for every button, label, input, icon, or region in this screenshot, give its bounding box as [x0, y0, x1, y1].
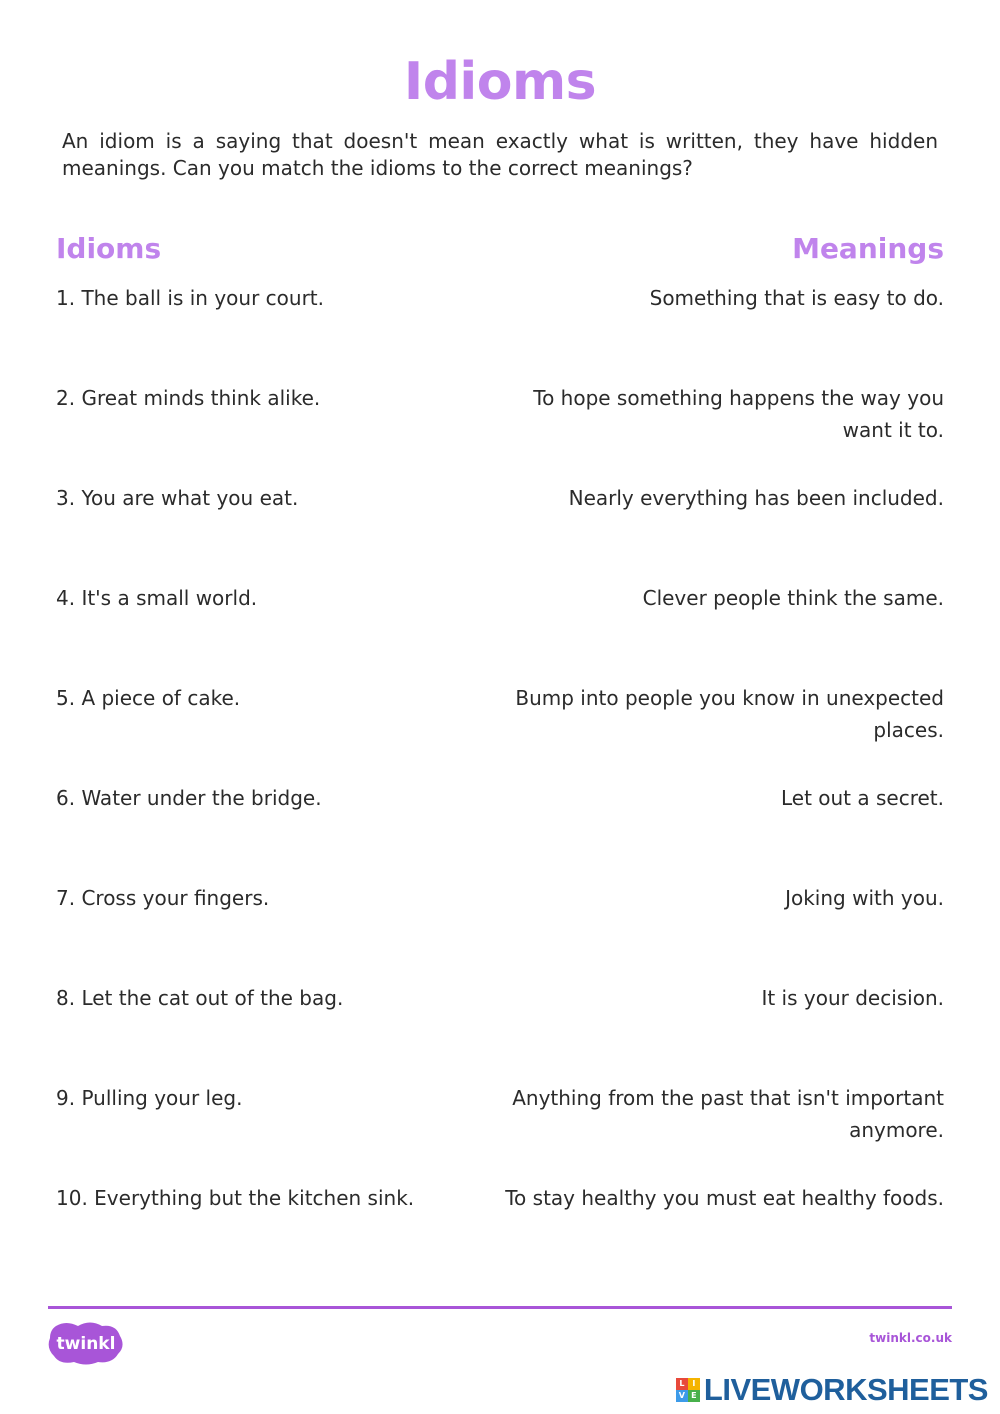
matching-row: [56, 1182, 944, 1282]
idiom-item[interactable]: 3. You are what you eat.: [56, 486, 299, 510]
idioms-column-heading: Idioms: [56, 232, 162, 265]
meaning-item[interactable]: Joking with you.: [785, 886, 944, 910]
meaning-item[interactable]: Bump into people you know in unexpected places.: [515, 686, 944, 742]
meaning-item[interactable]: Anything from the past that isn't important anymore.: [512, 1086, 944, 1142]
idiom-item[interactable]: 5. A piece of cake.: [56, 686, 241, 710]
meaning-item[interactable]: Clever people think the same.: [642, 586, 944, 610]
matching-row: [56, 682, 944, 782]
matching-row: [56, 482, 944, 582]
lw-icon-letter: I: [688, 1378, 700, 1390]
meaning-item[interactable]: To hope something happens the way you want it to.: [533, 386, 944, 442]
matching-list: [56, 282, 944, 1282]
idiom-item[interactable]: 1. The ball is in your court.: [56, 286, 324, 310]
matching-row: [56, 382, 944, 482]
footer-divider: [48, 1306, 952, 1309]
idiom-item[interactable]: 9. Pulling your leg.: [56, 1086, 243, 1110]
idiom-item[interactable]: 6. Water under the bridge.: [56, 786, 322, 810]
lw-icon-letter: L: [676, 1378, 688, 1390]
meaning-item[interactable]: To stay healthy you must eat healthy foods.: [505, 1186, 944, 1210]
page-title: Idioms: [403, 52, 597, 112]
matching-row: [56, 1082, 944, 1182]
idiom-item[interactable]: 4. It's a small world.: [56, 586, 258, 610]
twinkl-logo-text: twinkl: [56, 1334, 116, 1354]
meaning-item[interactable]: It is your decision.: [761, 986, 944, 1010]
idiom-item[interactable]: 8. Let the cat out of the bag.: [56, 986, 344, 1010]
meaning-item[interactable]: Let out a secret.: [780, 786, 944, 810]
idiom-item[interactable]: 10. Everything but the kitchen sink.: [56, 1186, 415, 1210]
footer-site-link[interactable]: twinkl.co.uk: [869, 1331, 952, 1345]
lw-icon-letter: V: [676, 1390, 688, 1402]
liveworksheets-wordmark: LIVEWORKSHEETS: [703, 1372, 988, 1407]
matching-row: [56, 982, 944, 1082]
lw-icon-letter: E: [688, 1390, 700, 1402]
liveworksheets-watermark: [676, 1372, 988, 1408]
matching-row: [56, 882, 944, 982]
liveworksheets-icon: [676, 1378, 700, 1402]
twinkl-logo: [46, 1320, 126, 1366]
intro-text: An idiom is a saying that doesn't mean exactly what is written, they have hidden meanings. Can you match the idioms to the correct meanings?: [62, 129, 938, 180]
idiom-item[interactable]: 2. Great minds think alike.: [56, 386, 321, 410]
matching-row: [56, 582, 944, 682]
matching-row: [56, 282, 944, 382]
matching-row: [56, 782, 944, 882]
idiom-item[interactable]: 7. Cross your fingers.: [56, 886, 270, 910]
meaning-item[interactable]: Nearly everything has been included.: [568, 486, 944, 510]
meanings-column-heading: Meanings: [792, 232, 944, 265]
meaning-item[interactable]: Something that is easy to do.: [649, 286, 944, 310]
